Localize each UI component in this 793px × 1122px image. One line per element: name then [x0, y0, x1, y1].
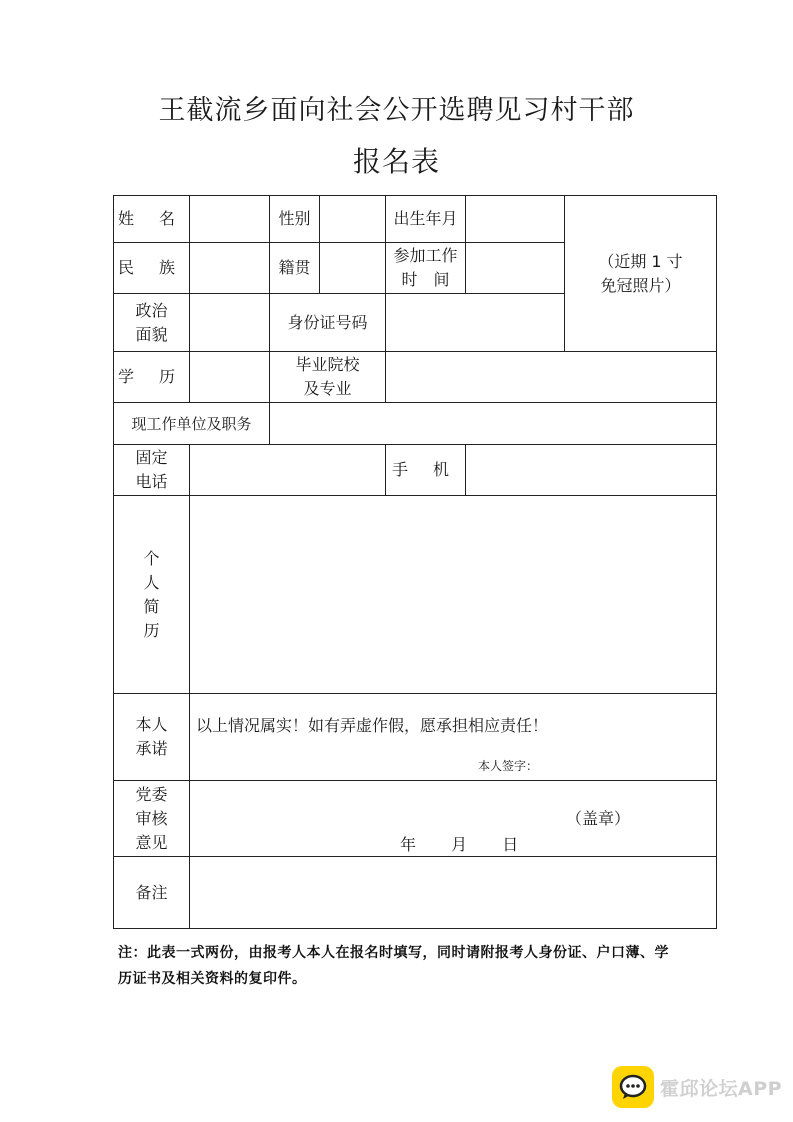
ethnicity-field[interactable] [190, 243, 270, 294]
current-job-field[interactable] [270, 403, 717, 445]
photo-box[interactable] [565, 196, 717, 352]
table-row [114, 352, 717, 403]
table-row [114, 403, 717, 445]
remarks-field[interactable] [190, 857, 717, 929]
resume-char-1: 个 [143, 548, 160, 568]
school-line2: 及专业 [303, 379, 352, 398]
fixed-phone-line1: 固定 [135, 448, 168, 467]
name-field[interactable] [190, 196, 270, 243]
form-subtitle: 报名表 [352, 145, 440, 178]
committee-field[interactable] [190, 781, 717, 857]
mobile-field[interactable] [466, 445, 717, 496]
pledge-text: 以上情况属实！如有弄虚作假，愿承担相应责任！ [196, 716, 549, 735]
birth-label: 出生年月 [386, 196, 466, 243]
registration-table [113, 195, 717, 929]
name-label: 姓 名 [114, 196, 190, 243]
committee-line1: 党委 [135, 784, 168, 804]
day-label: 日 [502, 835, 519, 854]
watermark-text: 霍邱论坛APP [660, 1077, 783, 1100]
native-place-label: 籍贯 [270, 243, 320, 294]
pledge-label [114, 694, 190, 781]
month-label: 月 [451, 835, 468, 854]
table-row [114, 496, 717, 694]
mobile-label: 手 机 [386, 445, 466, 496]
fixed-phone-field[interactable] [190, 445, 386, 496]
date-line [400, 833, 548, 857]
work-start-field[interactable] [466, 243, 565, 294]
political-line1: 政治 [135, 300, 168, 320]
resume-char-4: 历 [143, 620, 160, 640]
political-line2: 面貌 [135, 324, 168, 344]
committee-line2: 审核 [135, 808, 168, 828]
pledge-line2: 承诺 [135, 739, 168, 758]
work-start-line1: 参加工作 [393, 246, 458, 265]
year-label: 年 [400, 835, 417, 854]
school-label [270, 352, 386, 403]
work-start-label [386, 243, 466, 294]
seal-label: （盖章） [566, 809, 631, 828]
education-label: 学 历 [114, 352, 190, 403]
fixed-phone-line2: 电话 [135, 472, 168, 491]
footnote: 注：此表一式两份，由报考人本人在报名时填写，同时请附报考人身份证、户口薄、学历证书及相关资料的复印件。 [118, 945, 669, 987]
table-row [114, 694, 717, 781]
school-field[interactable] [386, 352, 717, 403]
resume-char-3: 简 [143, 596, 160, 616]
native-place-field[interactable] [320, 243, 386, 294]
gender-label: 性别 [270, 196, 320, 243]
resume-label [114, 496, 190, 694]
ethnicity-label: 民 族 [114, 243, 190, 294]
photo-hint-1: （近期 1 寸 [598, 251, 683, 271]
current-job-label: 现工作单位及职务 [114, 403, 270, 445]
political-label [114, 294, 190, 352]
signature-label: 本人签字： [478, 759, 539, 773]
watermark [612, 1066, 782, 1108]
table-row [114, 196, 717, 243]
pledge-field[interactable] [190, 694, 717, 781]
school-line1: 毕业院校 [295, 355, 360, 374]
resume-field[interactable] [190, 496, 717, 694]
committee-label [114, 781, 190, 857]
education-field[interactable] [190, 352, 270, 403]
committee-line3: 意见 [135, 832, 168, 852]
remarks-label: 备注 [114, 857, 190, 929]
chat-bubble-icon [612, 1066, 654, 1108]
resume-char-2: 人 [143, 572, 160, 592]
work-start-line2: 时 间 [401, 270, 450, 289]
birth-field[interactable] [466, 196, 565, 243]
fixed-phone-label [114, 445, 190, 496]
gender-field[interactable] [320, 196, 386, 243]
political-field[interactable] [190, 294, 270, 352]
table-row [114, 781, 717, 857]
id-number-field[interactable] [386, 294, 565, 352]
pledge-line1: 本人 [135, 715, 168, 734]
photo-hint-2: 免冠照片） [600, 275, 681, 295]
id-number-label: 身份证号码 [270, 294, 386, 352]
table-row [114, 445, 717, 496]
table-row [114, 857, 717, 929]
form-title: 王截流乡面向社会公开选聘见习村干部 [158, 95, 635, 126]
